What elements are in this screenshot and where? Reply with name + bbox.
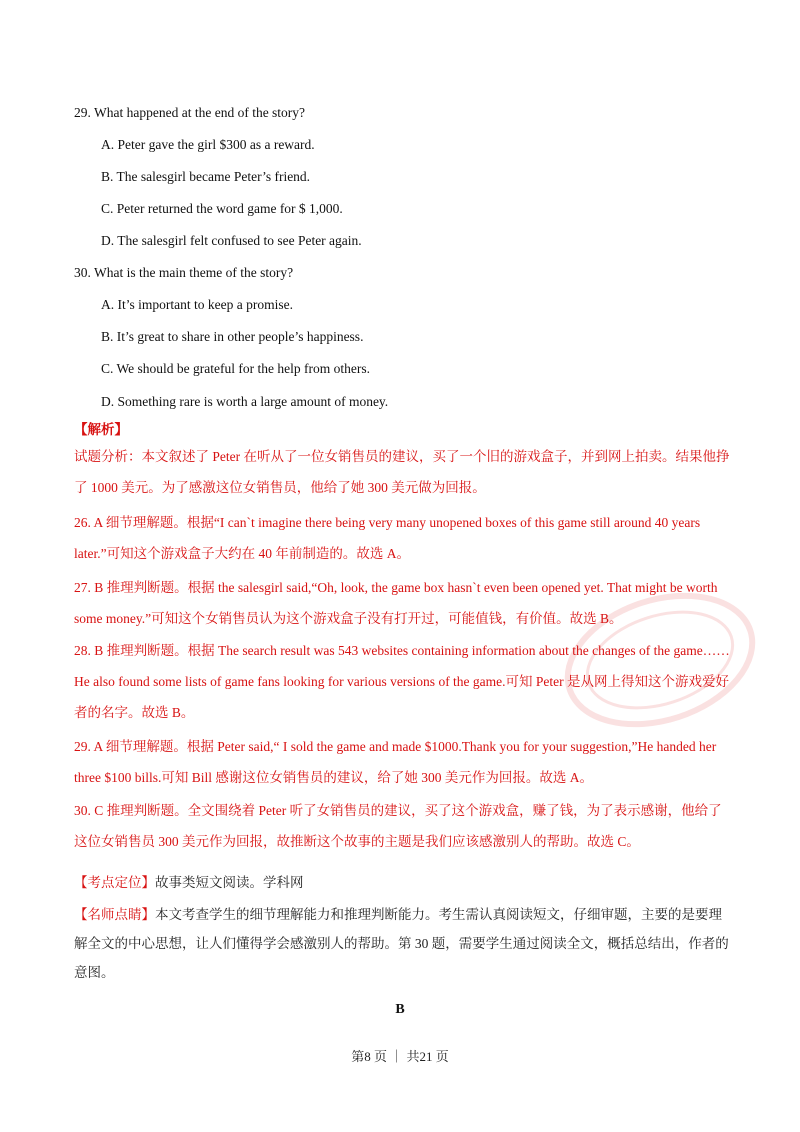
analysis-answer-26: 26. A 细节理解题。根据“I can`t imagine there being very many unopened boxes of this game still around 40 years later.”可知这个游戏盒子大约在 40 年前制造的。故选 A。: [74, 515, 701, 561]
analysis-answer-30: 30. C 推理判断题。全文围绕着 Peter 听了女销售员的建议，买了这个游戏盒，赚了钱，为了表示感谢，他给了这位女销售员 300 美元作为回报，故推断这个故事的主题是我们应该感激别人的帮助。故选 C。: [74, 803, 722, 849]
mingshi-text: 本文考查学生的细节理解能力和推理判断能力。考生需认真阅读短文，仔细审题，主要的是要理解全文的中心思想，让人们懂得学会感激别人的帮助。第 30 题，需要学生通过阅读全文，概括总结出，作者的意图。: [74, 907, 729, 980]
page-footer: 第8 页 ｜ 共21 页: [351, 1049, 449, 1064]
question-30-option-d: D. Something rare is worth a large amount of money.: [101, 394, 389, 409]
question-29-option-d: D. The salesgirl felt confused to see Peter again.: [101, 233, 362, 248]
mingshi-note: [74, 900, 734, 987]
analysis-summary: 试题分析：本文叙述了 Peter 在听从了一位女销售员的建议，买了一个旧的游戏盒子，并到网上拍卖。结果他挣了 1000 美元。为了感激这位女销售员，他给了她 300 美元做为回报。: [74, 449, 730, 495]
kaodian-label: 【考点定位】: [74, 875, 155, 890]
kaodian-text: 故事类短文阅读。学科网: [155, 875, 304, 890]
question-29-option-a: A. Peter gave the girl $300 as a reward.: [101, 137, 315, 152]
question-30-option-c: C. We should be grateful for the help from others.: [101, 361, 370, 376]
question-29-stem: 29. What happened at the end of the story?: [74, 105, 306, 120]
kaodian-note: [74, 870, 734, 896]
mingshi-label: 【名师点睛】: [74, 907, 155, 922]
section-b-label: B: [395, 1002, 405, 1017]
analysis-answer-28: 28. B 推理判断题。根据 The search result was 543 websites containing information about the changes of the game……He also found some lists of game fans looking for various versions of the game.可知 Peter 是从网上得知这个游戏爱好者的名字。故选 B。: [74, 643, 730, 720]
analysis-answer-29: 29. A 细节理解题。根据 Peter said,“ I sold the game and made $1000.Thank you for your suggestion,”He handed her three $100 bills.可知 Bill 感谢这位女销售员的建议，给了她 300 美元作为回报。故选 A。: [74, 739, 717, 785]
analysis-answer-27: 27. B 推理判断题。根据 the salesgirl said,“Oh, look, the game box hasn`t even been opened yet. That might be worth some money.”可知这个女销售员认为这个游戏盒子没有打开过，可能值钱，有价值。故选 B。: [74, 580, 718, 626]
question-30-stem: 30. What is the main theme of the story?: [74, 265, 294, 280]
question-29-option-c: C. Peter returned the word game for $ 1,000.: [101, 201, 343, 216]
question-29-option-b: B. The salesgirl became Peter’s friend.: [101, 169, 311, 184]
analysis-heading: 【解析】: [74, 422, 128, 437]
question-30-option-b: B. It’s great to share in other people’s happiness.: [101, 329, 364, 344]
question-30-option-a: A. It’s important to keep a promise.: [101, 297, 293, 312]
